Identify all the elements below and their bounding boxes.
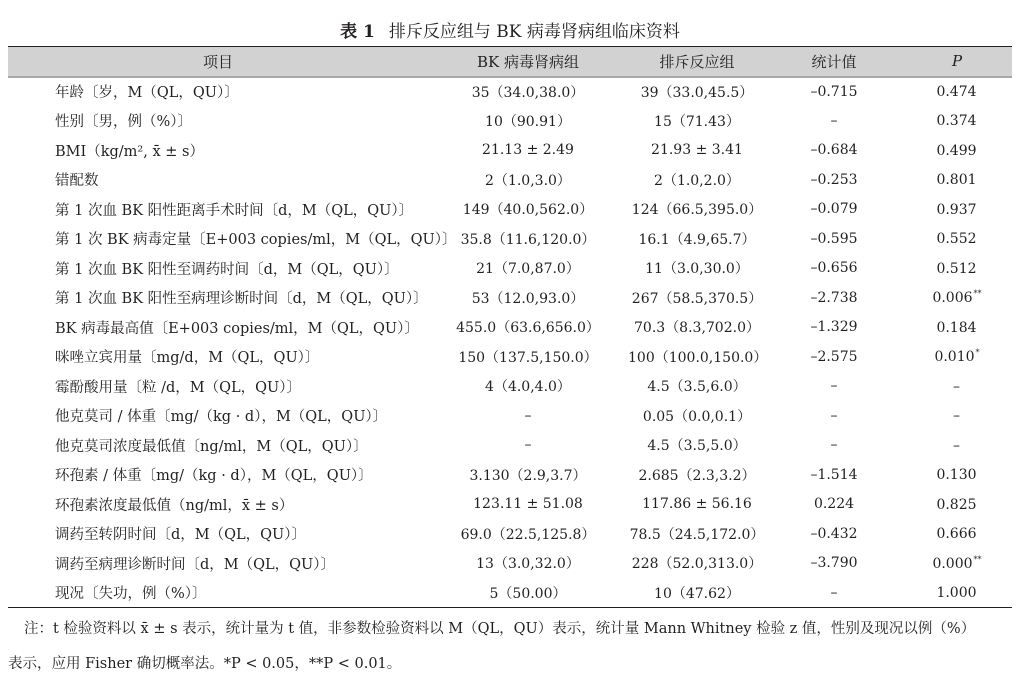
table-row	[8, 106, 1012, 136]
cell-p-value	[902, 490, 1012, 520]
cell-bk-group	[428, 165, 628, 195]
cell-bk-group-text: 5（50.00）	[489, 585, 567, 602]
cell-bk-group	[428, 342, 628, 372]
cell-rejection-group-text: 4.5（3.5,5.0）	[647, 438, 747, 455]
cell-statistic-text: –	[830, 584, 838, 601]
cell-bk-group-text: 149（40.0,562.0）	[462, 202, 594, 219]
row-item-label	[8, 401, 428, 431]
cell-bk-group-text: 69.0（22.5,125.8）	[460, 526, 596, 543]
note-line-1: 注：t 检验资料以 x̄ ± s 表示，统计量为 t 值，非参数检验资料以 M（QL，QU）表示，统计量 Mann Whitney 检验 z 值，性别及现况以例（%）	[24, 621, 976, 637]
table-row	[8, 460, 1012, 490]
cell-rejection-group-text: 267（58.5,370.5）	[631, 290, 763, 307]
cell-p-value-text: 1.000	[936, 585, 977, 601]
cell-rejection-group-text: 4.5（3.5,6.0）	[647, 379, 747, 396]
cell-p-value	[902, 519, 1012, 549]
cell-rejection-group-text: 228（52.0,313.0）	[631, 556, 763, 573]
cell-rejection-group	[628, 372, 766, 402]
cell-statistic-text: –	[830, 112, 838, 129]
row-item-label	[8, 77, 428, 107]
cell-p-value-text: 0.374	[936, 113, 977, 130]
significance-marker: **	[973, 554, 982, 564]
cell-bk-group-text: 53（12.0,93.0）	[471, 290, 585, 307]
cell-rejection-group-text: 70.3（8.3,702.0）	[634, 320, 760, 337]
table-row	[8, 519, 1012, 549]
significance-marker: **	[973, 289, 982, 299]
cell-p-value-text: 0.130	[936, 467, 977, 484]
cell-p-value-text: –	[953, 408, 960, 425]
cell-rejection-group	[628, 519, 766, 549]
cell-p-value-text: 0.825	[936, 496, 977, 513]
cell-p-value	[902, 431, 1012, 461]
cell-rejection-group-text: 21.93 ± 3.41	[651, 142, 743, 159]
cell-bk-group-text: 21（7.0,87.0）	[476, 261, 580, 278]
cell-statistic	[766, 195, 902, 225]
cell-rejection-group	[628, 165, 766, 195]
cell-bk-group-text: 3.130（2.9,3.7）	[469, 467, 587, 484]
cell-statistic	[766, 372, 902, 402]
cell-statistic-text: –0.656	[810, 260, 858, 277]
row-item-label	[8, 519, 428, 549]
table-row	[8, 136, 1012, 166]
table-row	[8, 77, 1012, 107]
clinical-data-table	[8, 46, 1012, 608]
cell-bk-group-text: 150（137.5,150.0）	[458, 349, 598, 366]
cell-bk-group	[428, 460, 628, 490]
cell-p-value	[902, 460, 1012, 490]
cell-rejection-group-text: 124（66.5,395.0）	[631, 202, 763, 219]
cell-bk-group	[428, 195, 628, 225]
row-item-label-text: 错配数	[55, 173, 99, 190]
cell-statistic	[766, 77, 902, 107]
row-item-label-text: 性别〔男，例（%）〕	[55, 114, 193, 131]
cell-p-value	[902, 313, 1012, 343]
row-item-label	[8, 490, 428, 520]
cell-p-value-text: 0.499	[936, 142, 977, 159]
column-header-p: P	[951, 52, 963, 71]
cell-statistic-text: –0.684	[810, 142, 858, 159]
cell-statistic-text: –2.738	[810, 289, 858, 306]
row-item-label-text: 霉酚酸用量〔粒 /d，M（QL，QU）〕	[55, 379, 301, 396]
table-row	[8, 165, 1012, 195]
row-item-label-text: 年龄〔岁，M（QL，QU）〕	[55, 85, 239, 102]
table-number: 表 1	[340, 22, 375, 42]
cell-bk-group	[428, 106, 628, 136]
cell-rejection-group	[628, 195, 766, 225]
cell-p-value-text: 0.006	[932, 290, 973, 307]
cell-bk-group	[428, 224, 628, 254]
table-row	[8, 431, 1012, 461]
cell-rejection-group-text: 15（71.43）	[654, 113, 740, 130]
cell-rejection-group	[628, 578, 766, 608]
cell-bk-group	[428, 431, 628, 461]
cell-statistic-text: –	[830, 378, 838, 395]
cell-bk-group-text: 123.11 ± 51.08	[473, 496, 583, 513]
cell-bk-group	[428, 401, 628, 431]
cell-p-value-text: 0.010	[934, 349, 975, 366]
cell-p-value-text: 0.801	[936, 172, 977, 189]
note-line-2: 表示，应用 Fisher 确切概率法。*P < 0.05，**P < 0.01。	[8, 656, 402, 672]
cell-rejection-group-text: 39（33.0,45.5）	[640, 84, 754, 101]
row-item-label	[8, 165, 428, 195]
cell-statistic	[766, 254, 902, 284]
table-caption	[0, 20, 1020, 44]
cell-rejection-group	[628, 254, 766, 284]
row-item-label	[8, 431, 428, 461]
cell-bk-group-text: 35（34.0,38.0）	[471, 84, 585, 101]
table-row	[8, 549, 1012, 579]
cell-rejection-group-text: 10（47.62）	[654, 585, 740, 602]
cell-bk-group-text: –	[524, 407, 532, 424]
cell-statistic	[766, 313, 902, 343]
cell-rejection-group-text: 117.86 ± 56.16	[642, 496, 752, 513]
row-item-label	[8, 195, 428, 225]
cell-rejection-group-text: 16.1（4.9,65.7）	[638, 231, 756, 248]
cell-statistic	[766, 224, 902, 254]
cell-statistic-text: –0.253	[810, 171, 858, 188]
cell-statistic-text: –2.575	[810, 348, 858, 365]
table-row	[8, 578, 1012, 608]
row-item-label-text: BK 病毒最高值〔E+003 copies/ml，M（QL，QU）〕	[55, 320, 419, 337]
cell-rejection-group	[628, 490, 766, 520]
cell-rejection-group-text: 11（3.0,30.0）	[645, 261, 749, 278]
column-header-statistic: 统计值	[811, 52, 857, 71]
cell-bk-group	[428, 372, 628, 402]
cell-statistic	[766, 283, 902, 313]
cell-bk-group-text: 10（90.91）	[485, 113, 571, 130]
cell-p-value	[902, 224, 1012, 254]
row-item-label-text: 环孢素浓度最低值（ng/ml，x̄ ± s）	[55, 497, 294, 514]
cell-rejection-group	[628, 283, 766, 313]
cell-statistic	[766, 401, 902, 431]
table-body	[8, 77, 1012, 608]
row-item-label-text: 第 1 次血 BK 阳性至调药时间〔d，M（QL，QU）〕	[55, 261, 399, 278]
table-row	[8, 254, 1012, 284]
cell-p-value-text: –	[953, 378, 960, 395]
row-item-label-text: 咪唑立宾用量〔mg/d，M（QL，QU）〕	[55, 350, 320, 367]
row-item-label-text: BMI（kg/m², x̄ ± s）	[55, 143, 204, 160]
header-row	[8, 47, 1012, 77]
table-row	[8, 313, 1012, 343]
cell-rejection-group	[628, 313, 766, 343]
cell-bk-group-text: 35.8（11.6,120.0）	[460, 231, 596, 248]
column-header-item: 项目	[202, 52, 233, 71]
cell-p-value-text: 0.666	[936, 526, 977, 543]
row-item-label	[8, 342, 428, 372]
cell-statistic	[766, 519, 902, 549]
cell-statistic	[766, 136, 902, 166]
cell-statistic	[766, 106, 902, 136]
cell-statistic-text: –0.079	[810, 201, 858, 218]
cell-statistic	[766, 460, 902, 490]
cell-statistic-text: –3.790	[810, 555, 858, 572]
row-item-label	[8, 578, 428, 608]
cell-bk-group	[428, 490, 628, 520]
column-header-rejection-group: 排斥反应组	[659, 52, 735, 71]
cell-p-value	[902, 195, 1012, 225]
row-item-label-text: 他克莫司 / 体重〔mg/（kg · d），M（QL，QU）〕	[55, 409, 388, 426]
cell-p-value	[902, 372, 1012, 402]
row-item-label	[8, 106, 428, 136]
table-row	[8, 342, 1012, 372]
cell-bk-group	[428, 254, 628, 284]
cell-rejection-group	[628, 431, 766, 461]
cell-rejection-group	[628, 136, 766, 166]
cell-p-value	[902, 342, 1012, 372]
table-row	[8, 372, 1012, 402]
cell-p-value	[902, 165, 1012, 195]
cell-bk-group-text: 13（3.0,32.0）	[476, 556, 580, 573]
cell-bk-group-text: 4（4.0,4.0）	[485, 379, 571, 396]
table-row	[8, 195, 1012, 225]
cell-rejection-group-text: 100（100.0,150.0）	[628, 349, 768, 366]
cell-statistic	[766, 578, 902, 608]
cell-bk-group-text: 455.0（63.6,656.0）	[456, 320, 600, 337]
cell-rejection-group	[628, 106, 766, 136]
cell-statistic-text: –0.595	[810, 230, 858, 247]
cell-p-value-text: 0.552	[936, 231, 977, 248]
cell-bk-group-text: 21.13 ± 2.49	[482, 142, 574, 159]
cell-statistic-text: –1.329	[810, 319, 858, 336]
cell-p-value-text: 0.512	[936, 260, 977, 277]
cell-bk-group	[428, 519, 628, 549]
cell-rejection-group-text: 0.05（0.0,0.1）	[642, 408, 752, 425]
table-row	[8, 224, 1012, 254]
row-item-label	[8, 313, 428, 343]
column-header-bk-group: BK 病毒肾病组	[477, 52, 579, 71]
cell-p-value	[902, 549, 1012, 579]
row-item-label-text: 第 1 次血 BK 阳性至病理诊断时间〔d，M（QL，QU）〕	[55, 291, 428, 308]
row-item-label	[8, 136, 428, 166]
cell-statistic	[766, 342, 902, 372]
table-row	[8, 283, 1012, 313]
cell-p-value	[902, 401, 1012, 431]
row-item-label-text: 调药至转阴时间〔d，M（QL，QU）〕	[55, 527, 307, 544]
cell-rejection-group	[628, 224, 766, 254]
cell-rejection-group-text: 78.5（24.5,172.0）	[629, 526, 765, 543]
row-item-label	[8, 372, 428, 402]
cell-p-value-text: 0.937	[936, 201, 977, 218]
cell-statistic-text: –0.715	[810, 83, 858, 100]
cell-statistic-text: –1.514	[810, 466, 858, 483]
row-item-label	[8, 283, 428, 313]
table-title: 排斥反应组与 BK 病毒肾病组临床资料	[388, 22, 680, 42]
cell-p-value	[902, 136, 1012, 166]
cell-p-value	[902, 283, 1012, 313]
row-item-label-text: 他克莫司浓度最低值〔ng/ml，M（QL，QU）〕	[55, 438, 368, 455]
cell-bk-group-text: –	[524, 437, 532, 454]
cell-p-value	[902, 578, 1012, 608]
cell-bk-group	[428, 313, 628, 343]
cell-bk-group	[428, 77, 628, 107]
cell-statistic-text: –0.432	[810, 525, 858, 542]
cell-rejection-group	[628, 401, 766, 431]
row-item-label	[8, 549, 428, 579]
cell-p-value-text: 0.474	[936, 84, 977, 101]
row-item-label	[8, 254, 428, 284]
significance-marker: *	[975, 348, 980, 358]
cell-bk-group-text: 2（1.0,3.0）	[485, 172, 571, 189]
row-item-label-text: 环孢素 / 体重〔mg/（kg · d），M（QL，QU）〕	[55, 468, 373, 485]
cell-statistic-text: 0.224	[813, 496, 855, 513]
cell-bk-group	[428, 578, 628, 608]
cell-p-value-text: 0.000	[932, 555, 973, 572]
cell-bk-group	[428, 136, 628, 166]
cell-bk-group	[428, 283, 628, 313]
cell-bk-group	[428, 549, 628, 579]
cell-statistic	[766, 431, 902, 461]
cell-statistic	[766, 490, 902, 520]
row-item-label-text: 第 1 次血 BK 阳性距离手术时间〔d，M（QL，QU）〕	[55, 202, 414, 219]
cell-rejection-group-text: 2（1.0,2.0）	[654, 172, 740, 189]
table-row	[8, 401, 1012, 431]
cell-rejection-group	[628, 549, 766, 579]
cell-statistic-text: –	[830, 407, 838, 424]
cell-rejection-group	[628, 77, 766, 107]
cell-rejection-group	[628, 342, 766, 372]
table-notes	[8, 612, 1016, 682]
cell-p-value	[902, 106, 1012, 136]
row-item-label-text: 调药至病理诊断时间〔d，M（QL，QU）〕	[55, 556, 336, 573]
cell-statistic	[766, 165, 902, 195]
table-row	[8, 490, 1012, 520]
cell-p-value	[902, 254, 1012, 284]
row-item-label	[8, 460, 428, 490]
cell-rejection-group-text: 2.685（2.3,3.2）	[638, 467, 756, 484]
cell-p-value-text: 0.184	[936, 319, 977, 336]
cell-statistic	[766, 549, 902, 579]
row-item-label-text: 第 1 次 BK 病毒定量〔E+003 copies/ml，M（QL，QU）〕	[55, 232, 457, 249]
cell-statistic-text: –	[830, 437, 838, 454]
row-item-label	[8, 224, 457, 254]
cell-p-value-text: –	[953, 437, 960, 454]
cell-p-value	[902, 77, 1012, 107]
row-item-label-text: 现况〔失功，例（%）〕	[55, 586, 207, 602]
cell-rejection-group	[628, 460, 766, 490]
